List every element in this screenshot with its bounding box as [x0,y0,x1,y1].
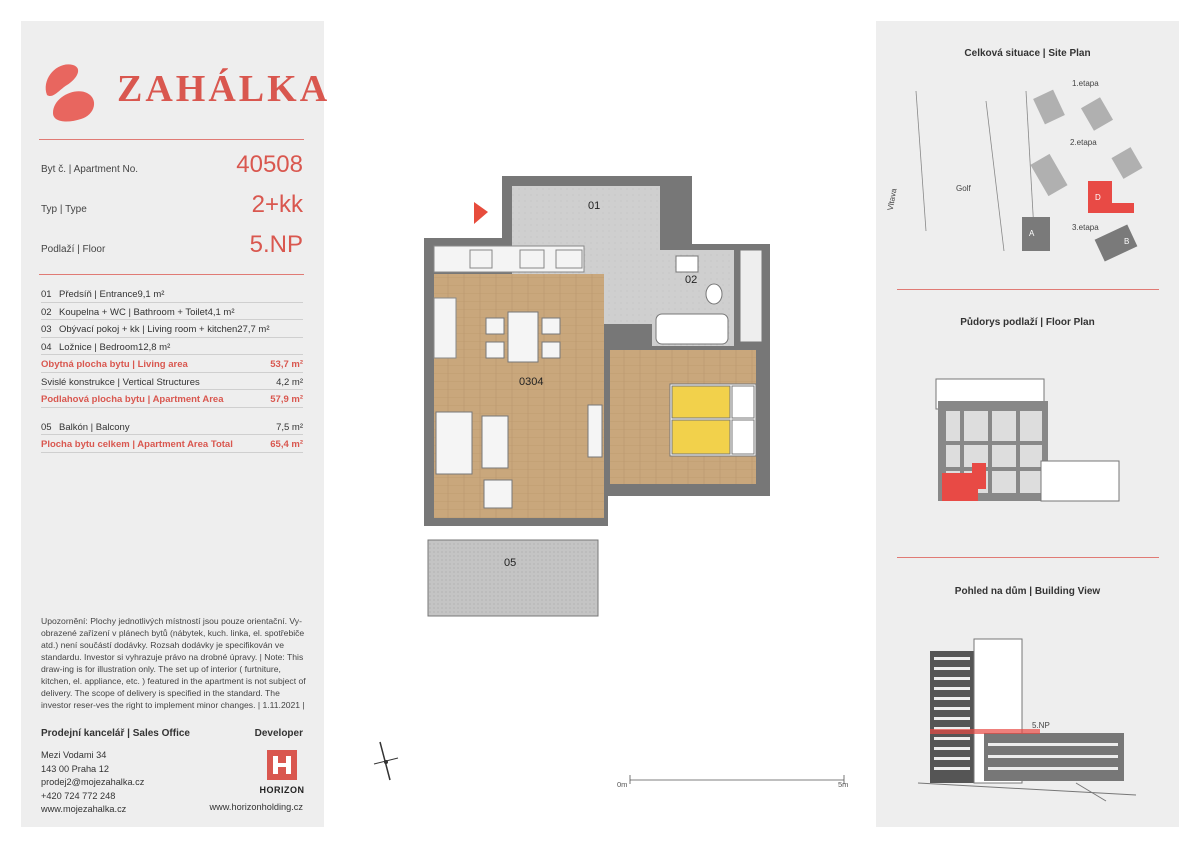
sales-office-heading: Prodejní kancelář | Sales Office [41,728,190,739]
total-area-row [41,435,303,453]
apartment-type-label: Typ | Type [41,204,87,215]
brand-name: ZAHÁLKA [117,68,331,110]
room-name: Ložnice | Bedroom12,8 m² [59,341,171,353]
block-a-label: A [1029,229,1035,238]
apartment-floor-plan [360,150,780,630]
divider [897,557,1159,558]
site-plan-title: Celková situace | Site Plan [964,48,1091,59]
info-panel [21,21,331,827]
context-panel [876,21,1179,827]
apartment-floor-label: Podlaží | Floor [41,244,106,255]
total-area-label: Plocha bytu celkem | Apartment Area Total [41,439,233,450]
living-area-label: Obytná plocha bytu | Living area [41,359,188,370]
room-num: 05 [41,421,52,433]
sales-phone[interactable]: +420 724 772 248 [41,790,116,801]
vertical-structures-row [41,373,303,391]
table-row [41,320,303,338]
apartment-area-label: Podlahová plocha bytu | Apartment Area [41,394,224,405]
balcony-area [428,540,598,616]
room-num: 01 [41,289,52,300]
block-d-label: D [1095,193,1101,202]
balcony-row [41,418,303,436]
scale-end-label: 5m [838,780,849,789]
building-view-title: Pohled na dům | Building View [954,586,1101,597]
double-bed [670,384,756,456]
room-label-02: 02 [685,274,698,286]
floor-plan-title: Půdorys podlaží | Floor Plan [960,317,1095,328]
apartment-number-row [41,145,303,179]
room-name: Obývací pokoj + kk | Living room + kitchen27,7 m² [59,324,270,335]
apartment-floor-value: 5.NP [249,231,303,258]
building-view-drawing [876,633,1179,833]
room-table [41,285,303,453]
living-area-row [41,355,303,373]
balcony-label: Balkón | Balcony [59,421,130,433]
disclaimer-note: Upozornění: Plochy jednotlivých místností jsou pouze orientační. Vy-obrazené zařízení v plánech bytů (nábytek, kuch. linka, el. spotřebiče atd.) není součástí dodávky. Rozsah dodávky je specifikován ve standardu. Investor si vyhrazuje právo na drobné úpravy. | Note: This draw-ing is for illustration only. The set up of interior ( furtniture, kitchen, el. appliance, etc. ) featured in the apartment is not subject of delivery. The scope of delivery is specified in the standard. The investor reser-ves the right to implement minor changes. | 1.11.2021 | [41,616,306,710]
room-num: 02 [41,306,52,318]
north-arrow-icon [372,740,402,784]
apartment-type-value: 2+kk [251,191,303,218]
scale-start-label: 0m [617,780,628,789]
horizon-logo-icon [257,748,307,784]
table-row [41,285,303,303]
entrance-arrow-icon [474,202,488,224]
apartment-number-label: Byt č. | Apartment No. [41,164,139,175]
room-num: 04 [41,341,52,353]
apartment-type-row [41,185,303,219]
room-name: Předsíň | Entrance9,1 m² [59,289,165,300]
total-area-value: 65,4 m² [270,439,303,450]
room-label-01: 01 [588,200,601,212]
apartment-number-value: 40508 [236,151,303,178]
apartment-area-row [41,390,303,408]
developer-heading: Developer [254,728,303,739]
living-area-value: 53,7 m² [270,359,303,370]
room-num: 03 [41,324,52,335]
divider [897,289,1159,290]
balcony-value: 7,5 m² [276,421,303,433]
vertical-structures-value: 4,2 m² [276,376,303,388]
sales-address-line: Mezi Vodami 34 [41,750,107,760]
etapa-1-label: 1.etapa [1072,79,1099,88]
etapa-2-label: 2.etapa [1070,138,1097,147]
horizon-logo-text: HORIZON [259,785,305,795]
developer-website-link[interactable]: www.horizonholding.cz [209,802,303,812]
room-label-0304: 0304 [519,376,544,388]
spacer [41,408,303,418]
zahalka-logo-icon [39,57,109,129]
divider [39,274,304,275]
table-row [41,303,303,321]
apartment-area-value: 57,9 m² [270,394,303,405]
brand-logo [39,57,331,129]
sales-website-link[interactable]: www.mojezahalka.cz [41,804,127,814]
bedroom-wardrobe [740,250,762,342]
scale-bar [600,772,850,786]
horizon-logo [257,748,307,800]
etapa-3-label: 3.etapa [1072,223,1099,232]
golf-label: Golf [956,184,971,193]
room-name: Koupelna + WC | Bathroom + Toilet4,1 m² [59,306,235,318]
vltava-label: Vltava [885,187,899,212]
site-plan-map [876,71,1179,271]
floor-marker-label: 5.NP [1032,721,1050,730]
apartment-floor-row [41,225,303,259]
divider [39,139,304,140]
room-living [434,274,604,518]
sales-office-contact [41,749,144,817]
vertical-structures-label: Svislé konstrukce | Vertical Structures [41,376,200,388]
sales-city-line: 143 00 Praha 12 [41,763,109,774]
floor-plan-map [876,371,1179,511]
block-b-label: B [1124,237,1130,246]
room-label-05: 05 [504,557,517,569]
table-row [41,338,303,356]
sales-email-link[interactable]: prodej2@mojezahalka.cz [41,777,145,787]
